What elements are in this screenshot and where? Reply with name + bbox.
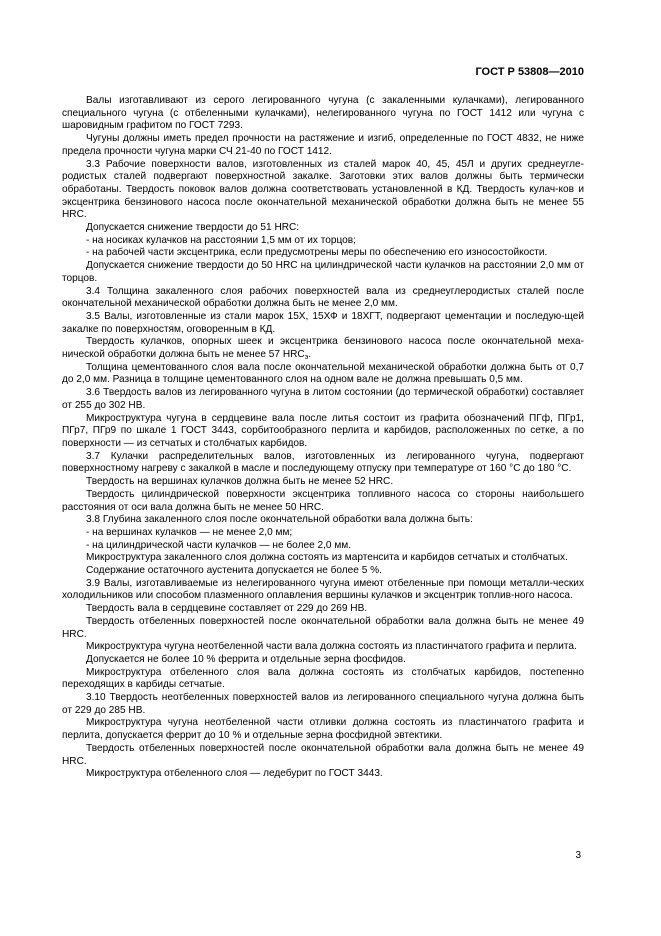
paragraph <box>62 552 584 565</box>
paragraph <box>62 336 584 361</box>
text-run: Микроструктура чугуна неотбеленной части вала должна состоять из пластинчатого графита и перлита. <box>86 641 577 653</box>
text-run: Допускается не более 10 % феррита и отдельные зерна фосфидов. <box>86 653 406 665</box>
text-run: Твердость вала в сердцевине составляет от 229 до 269 HB. <box>86 603 368 615</box>
paragraph <box>62 311 584 336</box>
text-run: . <box>308 349 312 361</box>
list-item <box>62 235 584 248</box>
text-run: - на носиках кулачков на расстоянии 1,5 мм от их торцов; <box>86 234 356 246</box>
text-run: Микроструктура отбеленного слоя — ледебурит по ГОСТ 3443. <box>86 768 383 780</box>
paragraph <box>62 413 584 451</box>
text-run: Содержание остаточного аустенита допускается не более 5 %. <box>86 565 382 577</box>
list-item <box>62 540 584 553</box>
text-run: 3.7 Кулачки распределительных валов, изготовленных из легированного чугуна, подвергают поверхностному нагреву с закалкой в масле и последующему отпуску при температуре от 160 °С до 180 °С. <box>62 450 584 475</box>
paragraph <box>62 654 584 667</box>
paragraph <box>62 260 584 285</box>
paragraph <box>62 565 584 578</box>
document-body <box>62 95 584 781</box>
paragraph <box>62 159 584 223</box>
text-run: 3.10 Твердость неотбеленных поверхностей валов из легированного специального чугуна должна быть от 229 до 285 HB. <box>62 692 584 716</box>
text-run: Допускается снижение твердости до 50 HRC на цилиндрической части кулачков на расстоянии 2,0 мм от торцов. <box>62 260 584 284</box>
paragraph <box>62 717 584 742</box>
text-run: 3.8 Глубина закаленного слоя после окончательной обработки вала должна быть: <box>86 514 473 526</box>
text-run: Микроструктура чугуна неотбеленной части отливки должна состоять из пластинчатого графита и перлита, допускается феррит до 10 % и отдельные зерна фосфидной эвтектики. <box>62 717 584 742</box>
paragraph <box>62 476 584 489</box>
paragraph <box>62 603 584 616</box>
paragraph <box>62 667 584 692</box>
text-run: Твердость цилиндрической поверхности эксцентрика топливного насоса со стороны наибольшего расстояния от оси вала должна быть не менее 50 HRC. <box>62 488 584 513</box>
paragraph <box>62 133 584 158</box>
text-run: 3.5 Валы, изготовленные из стали марок 15Х, 15ХФ и 18ХГТ, подвергают цементации и последую-щей закалке по поверхностям, оговоренным в КД. <box>62 310 584 335</box>
paragraph <box>62 387 584 412</box>
paragraph <box>62 692 584 717</box>
paragraph <box>62 514 584 527</box>
text-run: - на рабочей части эксцентрика, если предусмотрены меры по обеспечению его износостойкости. <box>86 247 548 259</box>
list-item <box>62 247 584 260</box>
text-run: Валы изготавливают из серого легированного чугуна (с закаленными кулачками), легированного специального чугуна (с отбеленными кулачками), нелегированного чугуна по ГОСТ 1412 или чугуна с шаровидным графитом по ГОСТ 7293. <box>62 95 584 132</box>
text-run: 3.9 Валы, изготавливаемые из нелегированного чугуна имеют отбеленные при помощи металли-ческих холодильников или способом плазменного оплавления вершины кулачков и эксцентрик топлив-ного насоса. <box>62 577 584 602</box>
page-number: 3 <box>575 850 581 861</box>
text-run: Чугуны должны иметь предел прочности на растяжение и изгиб, определенные по ГОСТ 4832, не ниже предела прочности чугуна марки СЧ 21-40 по ГОСТ 1412. <box>62 133 584 157</box>
text-run: Микроструктура закаленного слоя должна состоять из мартенсита и карбидов сетчатых и столбчатых. <box>86 552 568 564</box>
paragraph <box>62 362 584 387</box>
paragraph <box>62 616 584 641</box>
paragraph <box>62 286 584 311</box>
text-run: Микроструктура чугуна в сердцевине вала после литья состоит из графита обозначений ПГф, ПГр1, ПГр7, ПГр9 по шкале 1 ГОСТ 3443, сорбитообразного перлита и карбидов, расположенных по сетке, а по поверхности — из сетчатых и столбчатых карбидов. <box>62 412 584 449</box>
text-run: Толщина цементованного слоя вала после окончательной механической обработки должна быть от 0,7 до 2,0 мм. Разница в толщине цементованного слоя на одном вале не должна превышать 0,5 мм. <box>62 361 584 386</box>
list-item <box>62 527 584 540</box>
text-run: 3.3 Рабочие поверхности валов, изготовленных из сталей марок 40, 45, 45Л и других среднеугле-родистых сталей подвергают поверхностной закалке. Заготовки этих валов должны быть термически обработаны. Твердость поковок валов должна соответствовать установленной в КД. Твердость кулач-ков и эксцентрика бензинового насоса после окончательной механической обработки должна быть не менее 55 HRC. <box>62 158 584 221</box>
text-run: 3.6 Твердость валов из легированного чугуна в литом состоянии (до термической обработки) составляет от 255 до 302 HB. <box>62 387 584 411</box>
paragraph <box>62 768 584 781</box>
text-run: Твердость отбеленных поверхностей после окончательной обработки вала должна быть не менее 49 HRC. <box>62 615 584 640</box>
paragraph <box>62 578 584 603</box>
text-run: Микроструктура отбеленного слоя вала должна состоять из столбчатых карбидов, постепенно переходящих в карбиды сетчатые. <box>62 666 584 691</box>
paragraph <box>62 451 584 476</box>
text-run: 3.4 Толщина закаленного слоя рабочих поверхностей вала из среднеуглеродистых сталей после окончательной механической обработки должна быть не менее 2,0 мм. <box>62 285 584 310</box>
paragraph <box>62 222 584 235</box>
text-run: Допускается снижение твердости до 51 HRC: <box>86 222 300 234</box>
text-run: Твердость кулачков, опорных шеек и эксцентрика бензинового насоса после окончательной меха-нической обработки должна быть не менее 57 HRC <box>62 336 584 361</box>
paragraph <box>62 489 584 514</box>
text-run: Твердость на вершинах кулачков должна быть не менее 52 HRC. <box>86 476 394 488</box>
paragraph <box>62 641 584 654</box>
paragraph <box>62 95 584 133</box>
document-header: ГОСТ Р 53808—2010 <box>475 66 584 78</box>
text-run: - на цилиндрической части кулачков — не более 2,0 мм. <box>86 539 352 551</box>
text-run: Твердость отбеленных поверхностей после окончательной обработки вала должна быть не менее 49 HRC. <box>62 742 584 767</box>
subscript: э <box>304 354 309 362</box>
text-run: - на вершинах кулачков — не менее 2,0 мм; <box>86 526 293 538</box>
paragraph <box>62 743 584 768</box>
